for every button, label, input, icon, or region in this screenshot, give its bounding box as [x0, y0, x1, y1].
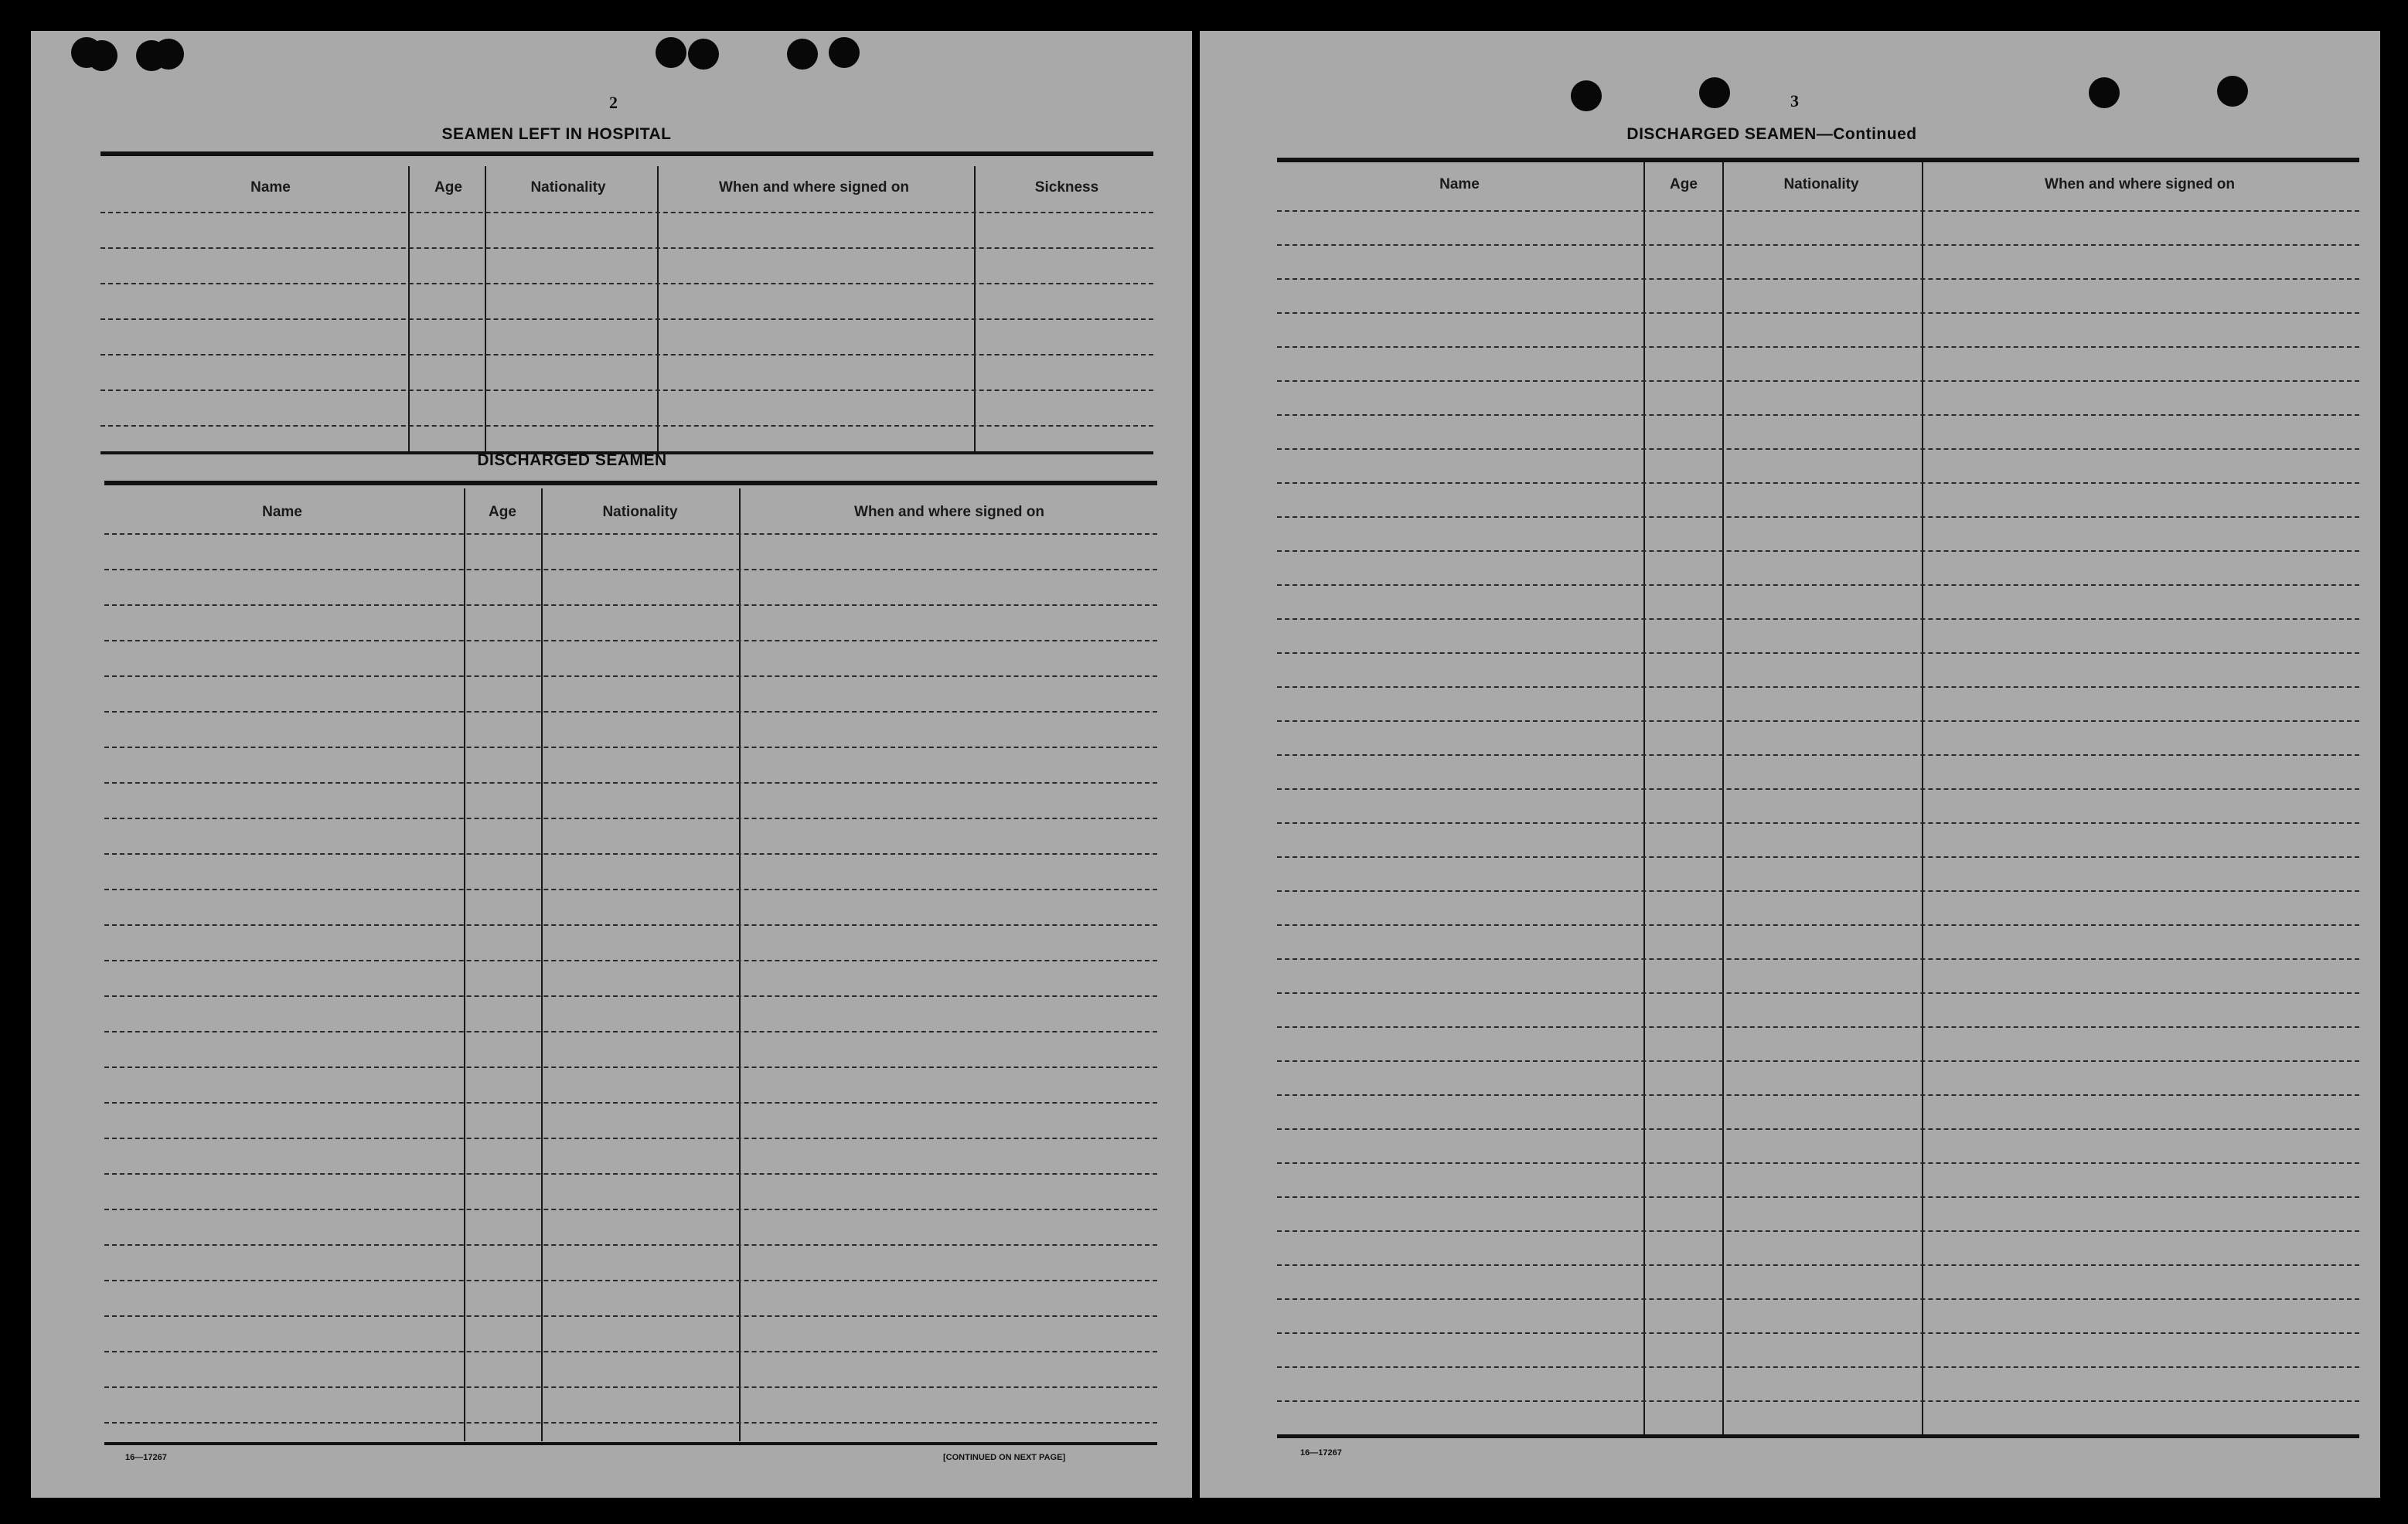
column-header-name: Name: [262, 504, 302, 520]
table-row-rule: [1277, 652, 2359, 654]
table-row-rule: [104, 711, 1157, 713]
form-page-2: [31, 31, 1192, 1498]
column-divider: [1722, 162, 1724, 1436]
table-row-rule: [1277, 822, 2359, 824]
table-row-rule: [104, 1422, 1157, 1424]
table-row-rule: [100, 283, 1153, 284]
form-number: 16—17267: [125, 1453, 167, 1462]
table-row-rule: [104, 1209, 1157, 1210]
table-row-rule: [1277, 1060, 2359, 1062]
table-row-rule: [1277, 924, 2359, 926]
punch-hole: [829, 37, 860, 68]
table-row-rule: [104, 640, 1157, 641]
table-row-rule: [1277, 278, 2359, 280]
table-row-rule: [1277, 958, 2359, 960]
column-divider: [1922, 162, 1923, 1436]
table-row-rule: [1277, 210, 2359, 212]
punch-hole: [688, 39, 719, 70]
table-bottom-rule: [104, 1442, 1157, 1445]
column-header-age: Age: [1670, 176, 1698, 192]
column-header-name: Name: [1439, 176, 1480, 192]
form-number: 16—17267: [1300, 1448, 1342, 1458]
table-top-rule: [100, 151, 1153, 156]
column-divider: [1643, 162, 1645, 1436]
table-row-rule: [100, 425, 1153, 427]
table-row-rule: [104, 960, 1157, 961]
table-row-rule: [1277, 686, 2359, 688]
table-row-rule: [100, 212, 1153, 213]
column-header-age: Age: [434, 179, 462, 196]
column-divider: [974, 166, 976, 452]
table-row-rule: [104, 1315, 1157, 1317]
table-row-rule: [1277, 380, 2359, 382]
column-header-signed-on: When and where signed on: [719, 179, 909, 196]
table-row-rule: [1277, 448, 2359, 450]
table-top-rule: [104, 481, 1157, 485]
column-header-signed-on: When and where signed on: [854, 504, 1044, 520]
table-row-rule: [1277, 1366, 2359, 1368]
table-row-rule: [100, 247, 1153, 249]
form-page-3: [1200, 31, 2380, 1498]
table-row-rule: [100, 390, 1153, 391]
table-row-rule: [104, 818, 1157, 819]
table-row-rule: [104, 995, 1157, 997]
table-top-rule: [1277, 158, 2359, 162]
punch-hole: [787, 39, 818, 70]
table-bottom-rule: [1277, 1434, 2359, 1438]
table-row-rule: [1277, 856, 2359, 858]
table-row-rule: [1277, 1400, 2359, 1402]
column-header-sickness: Sickness: [1034, 179, 1099, 196]
column-divider: [485, 166, 486, 452]
column-divider: [464, 488, 465, 1441]
table-row-rule: [1277, 584, 2359, 586]
table-row-rule: [1277, 754, 2359, 756]
table-row-rule: [1277, 1230, 2359, 1232]
table-row-rule: [104, 924, 1157, 926]
table-row-rule: [1277, 720, 2359, 722]
table-row-rule: [104, 675, 1157, 677]
punch-hole: [1699, 77, 1730, 108]
section-title-hospital: SEAMEN LEFT IN HOSPITAL: [441, 125, 672, 143]
column-divider: [739, 488, 741, 1441]
table-row-rule: [104, 604, 1157, 606]
column-header-name: Name: [250, 179, 291, 196]
page-number: 2: [609, 93, 618, 112]
table-row-rule: [1277, 1264, 2359, 1266]
table-row-rule: [104, 569, 1157, 570]
table-row-rule: [1277, 1332, 2359, 1334]
table-row-rule: [104, 1386, 1157, 1388]
table-row-rule: [1277, 788, 2359, 790]
column-header-nationality: Nationality: [1783, 176, 1859, 192]
table-row-rule: [104, 853, 1157, 855]
table-row-rule: [1277, 244, 2359, 246]
continued-note: [CONTINUED ON NEXT PAGE]: [943, 1453, 1066, 1462]
table-row-rule: [1277, 516, 2359, 518]
table-row-rule: [104, 1138, 1157, 1139]
table-row-rule: [1277, 1196, 2359, 1198]
column-divider: [408, 166, 410, 452]
table-row-rule: [104, 1244, 1157, 1246]
table-row-rule: [100, 318, 1153, 320]
table-row-rule: [1277, 992, 2359, 994]
table-row-rule: [104, 782, 1157, 784]
table-row-rule: [1277, 482, 2359, 484]
punch-hole: [153, 39, 184, 70]
table-row-rule: [1277, 1298, 2359, 1300]
table-row-rule: [1277, 346, 2359, 348]
table-row-rule: [104, 747, 1157, 748]
column-divider: [541, 488, 543, 1441]
section-title-discharged-continued: DISCHARGED SEAMEN—Continued: [1626, 125, 1917, 143]
table-row-rule: [104, 1031, 1157, 1032]
table-row-rule: [104, 1280, 1157, 1281]
table-row-rule: [1277, 1094, 2359, 1096]
table-row-rule: [104, 1066, 1157, 1068]
table-row-rule: [104, 1173, 1157, 1175]
table-row-rule: [100, 354, 1153, 355]
table-row-rule: [1277, 1026, 2359, 1028]
table-row-rule: [1277, 312, 2359, 314]
table-row-rule: [1277, 618, 2359, 620]
punch-hole: [2089, 77, 2120, 108]
table-row-rule: [104, 1351, 1157, 1352]
section-title-discharged: DISCHARGED SEAMEN: [477, 451, 667, 469]
table-row-rule: [104, 889, 1157, 890]
punch-hole: [656, 37, 686, 68]
column-divider: [657, 166, 659, 452]
table-row-rule: [1277, 550, 2359, 552]
table-row-rule: [104, 533, 1157, 535]
column-header-nationality: Nationality: [602, 504, 678, 520]
column-header-nationality: Nationality: [530, 179, 606, 196]
punch-hole: [1571, 80, 1602, 111]
table-row-rule: [1277, 1128, 2359, 1130]
table-row-rule: [1277, 890, 2359, 892]
table-row-rule: [104, 1102, 1157, 1104]
table-row-rule: [1277, 1162, 2359, 1164]
table-row-rule: [1277, 414, 2359, 416]
page-number: 3: [1790, 91, 1799, 111]
punch-hole: [87, 40, 118, 71]
punch-hole: [2217, 76, 2248, 107]
column-header-age: Age: [489, 504, 516, 520]
column-header-signed-on: When and where signed on: [2045, 176, 2235, 192]
